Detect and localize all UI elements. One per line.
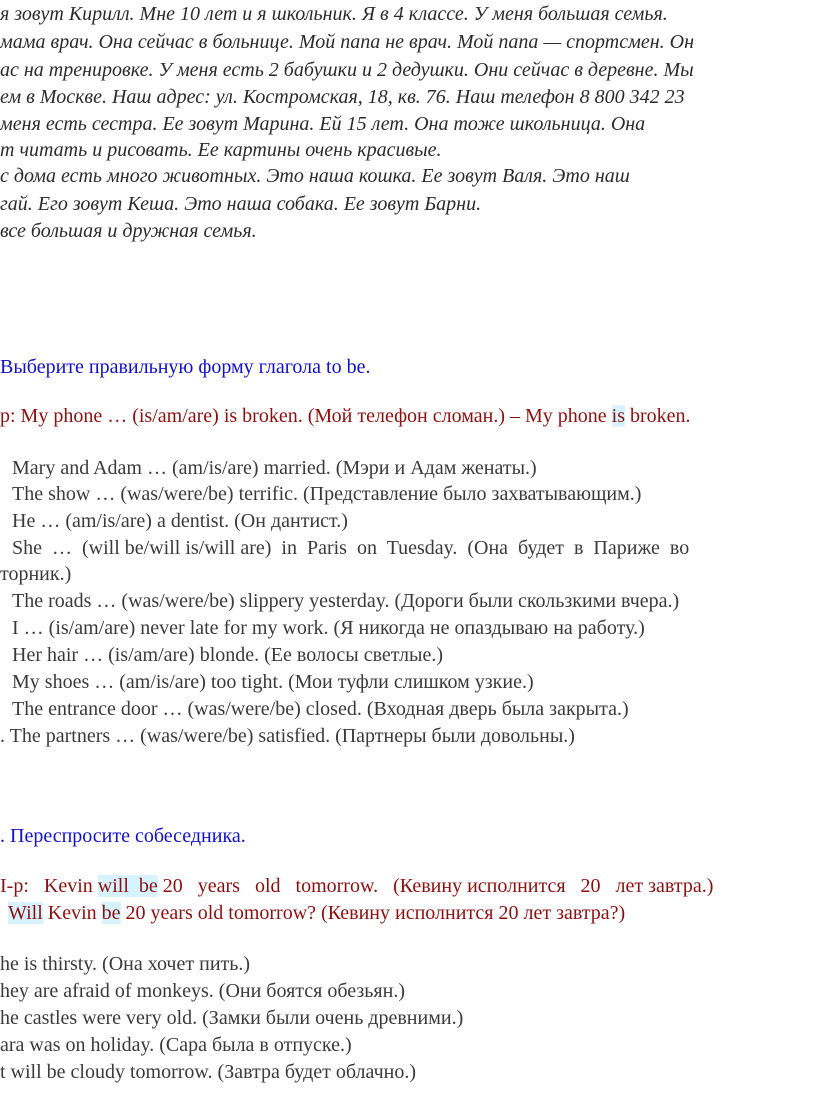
story-line-1: я зовут Кирилл. Мне 10 лет и я школьник. Я в 4 классе. У меня большая семья. — [0, 3, 668, 25]
exercise2-item-2: hey are afraid of monkeys. (Они боятся обезьян.) — [0, 980, 405, 1002]
exercise1-item-7: Her hair … (is/am/are) blonde. (Ее волосы светлые.) — [12, 644, 443, 666]
section2-example-2 — [8, 901, 625, 925]
story-line-3: ас на тренировке. У меня есть 2 бабушки и 2 дедушки. Они сейчас в деревне. Мы — [0, 59, 694, 81]
example-text-end: broken. — [624, 405, 691, 427]
example2-be-highlight: be — [101, 902, 121, 924]
exercise2-item-5: t will be cloudy tomorrow. (Завтра будет облачно.) — [0, 1061, 417, 1083]
story-line-4: ем в Москве. Наш адрес: ул. Костромская, 18, кв. 76. Наш телефон 8 800 342 23 — [0, 86, 685, 108]
story-line-9: все большая и дружная семья. — [0, 220, 257, 242]
exercise1-item-8: My shoes … (am/is/are) too tight. (Мои туфли слишком узкие.) — [12, 671, 534, 693]
story-line-5: меня есть сестра. Ее зовут Марина. Ей 15 лет. Она тоже школьница. Она — [0, 113, 646, 135]
story-line-8: гай. Его зовут Кеша. Это наша собака. Ее зовут Барни. — [0, 193, 482, 215]
example2-question-end: 20 years old tomorrow? (Кевину исполнится 20 лет завтра?) — [120, 902, 626, 924]
exercise1-item-6: I … (is/am/are) never late for my work. (Я никогда не опаздываю на работу.) — [12, 617, 645, 639]
exercise1-item-10: . The partners … (was/were/be) satisfied. (Партнеры были довольны.) — [0, 725, 575, 747]
example-text: р: My phone … (is/am/are) is broken. (Мой телефон сломан.) – My phone — [0, 405, 612, 427]
exercise1-item-5: The roads … (was/were/be) slippery yesterday. (Дороги были скользкими вчера.) — [12, 590, 680, 612]
example-highlight: is — [611, 405, 625, 427]
exercise2-item-3: he castles were very old. (Замки были очень древними.) — [0, 1007, 464, 1029]
exercise1-item-9: The entrance door … (was/were/be) closed. (Входная дверь была закрыта.) — [12, 698, 629, 720]
exercise1-item-4-cont: торник.) — [0, 563, 72, 585]
exercise2-item-4: ara was on holiday. (Сара была в отпуске.) — [0, 1034, 352, 1056]
story-line-2: мама врач. Она сейчас в больнице. Мой папа не врач. Мой папа — спортсмен. Он — [0, 31, 695, 53]
example2-will-highlight: Will — [8, 902, 43, 924]
example2-question-text: Kevin — [42, 902, 102, 924]
example2-text: І-р: Kevin — [0, 875, 98, 897]
section2-example-1 — [0, 874, 713, 898]
exercise1-item-2: The show … (was/were/be) terrific. (Представление было захватывающим.) — [12, 483, 642, 505]
exercise2-item-1: he is thirsty. (Она хочет пить.) — [0, 953, 251, 975]
section1-title: Выберите правильную форму глагола to be. — [0, 356, 371, 378]
exercise1-item-1: Mary and Adam … (am/is/are) married. (Мэри и Адам женаты.) — [12, 457, 537, 479]
example2-highlight: will be — [97, 875, 158, 897]
section2-title: . Переспросите собеседника. — [0, 825, 246, 847]
exercise1-item-4: She … (will be/will is/will are) in Paris on Tuesday. (Она будет в Париже во — [12, 537, 690, 559]
section1-example — [0, 404, 691, 428]
example2-text-end: 20 years old tomorrow. (Кевину исполнится 20 лет завтра.) — [157, 875, 714, 897]
story-line-6: т читать и рисовать. Ее картины очень красивые. — [0, 139, 442, 161]
exercise1-item-3: He … (am/is/are) a dentist. (Он дантист.) — [12, 510, 348, 532]
story-line-7: с дома есть много животных. Это наша кошка. Ее зовут Валя. Это наш — [0, 165, 630, 187]
